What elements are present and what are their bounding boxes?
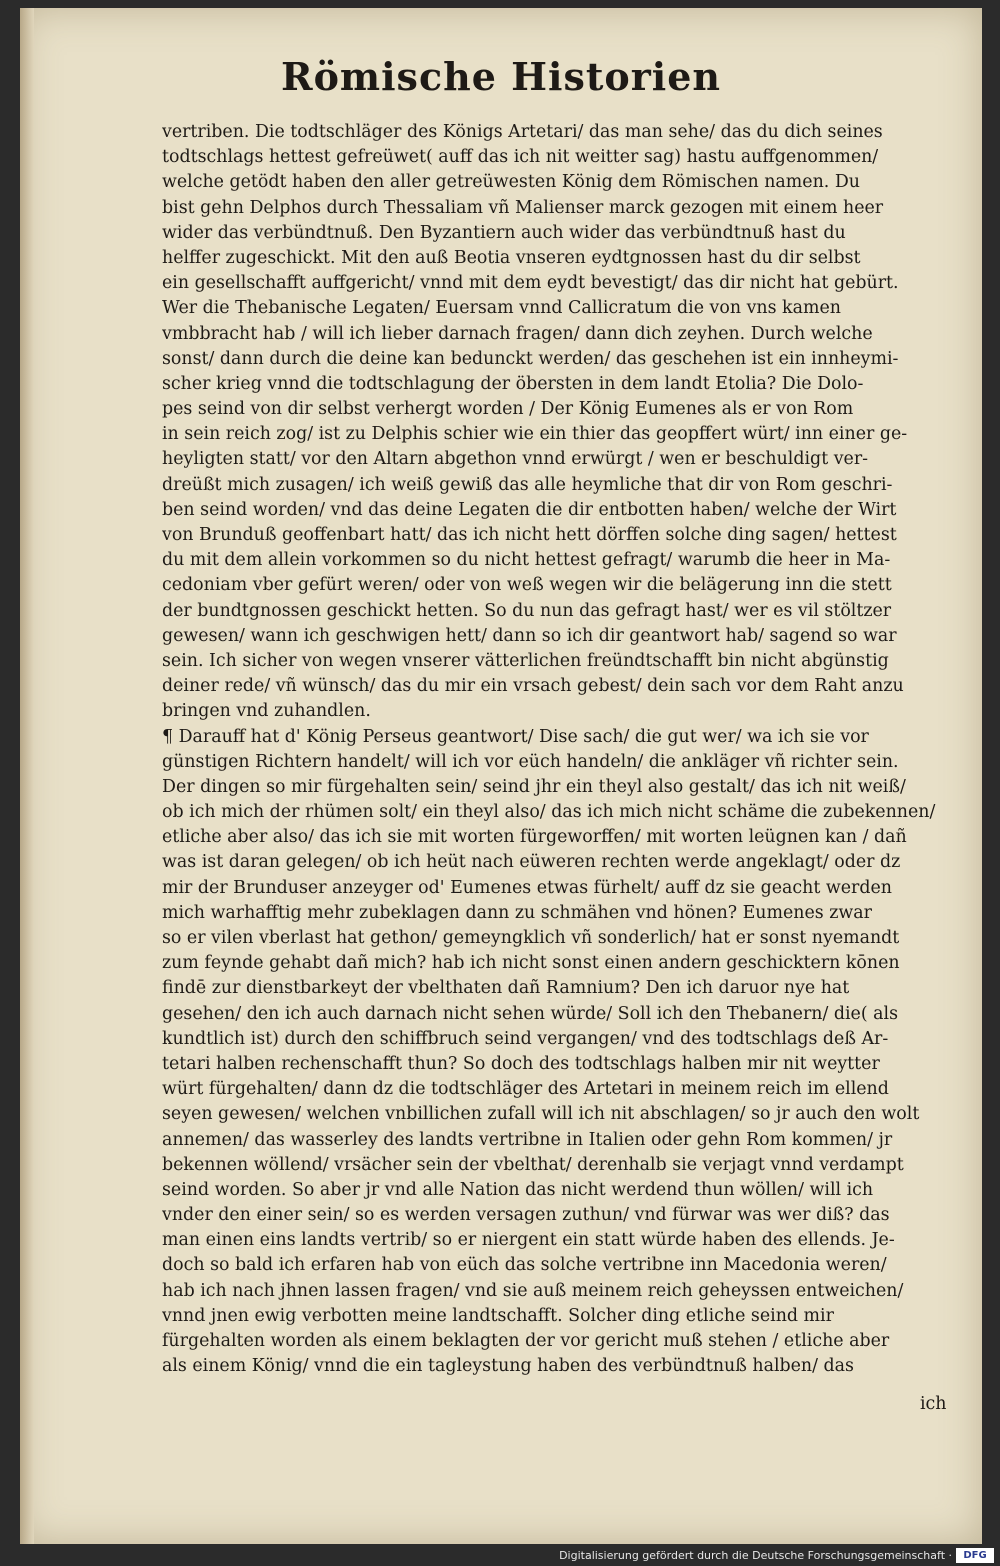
- text-line: seyen gewesen/ welchen vnbillichen zufall will ich nit abschlagen/ so jr auch den wolt: [162, 1104, 920, 1125]
- text-line: doch so bald ich erfaren hab von eüch das solche vertribne inn Macedonia weren/: [162, 1255, 887, 1276]
- text-line: du mit dem allein vorkommen so du nicht hettest gefragt/ warumb die heer in Ma-: [162, 550, 891, 571]
- text-line: gesehen/ den ich auch darnach nicht sehen würde/ Soll ich den Thebanern/ die( als: [162, 1003, 899, 1024]
- footer-credit: Digitalisierung gefördert durch die Deutsche Forschungsgemeinschaft ·: [559, 1549, 952, 1562]
- text-line: vnder den einer sein/ so es werden versagen zuthun/ vnd fürwar was wer diß? das: [162, 1205, 890, 1226]
- text-line: pes seind von dir selbst verhergt worden / Der König Eumenes als er von Rom: [162, 399, 854, 420]
- text-line: als einem König/ vnnd die ein tagleystung haben des verbündtnuß halben/ das: [162, 1356, 854, 1377]
- text-line: vnnd jnen ewig verbotten meine landtschafft. Solcher ding etliche seind mir: [162, 1305, 834, 1326]
- text-line: bekennen wöllend/ vrsächer sein der vbelthat/ derenhalb sie verjagt vnnd verdampt: [162, 1154, 904, 1175]
- text-line: deiner rede/ vñ wünsch/ das du mir ein vrsach gebest/ dein sach vor dem Raht anzu: [162, 676, 904, 697]
- text-line: heyligten statt/ vor den Altarn abgethon vnnd erwürgt / wen er beschuldigt ver-: [162, 449, 869, 470]
- footer-bar: [0, 1544, 1000, 1566]
- text-line: kundtlich ist) durch den schiffbruch seind vergangen/ vnd des todtschlags deß Ar-: [162, 1028, 889, 1049]
- text-line: zum feynde gehabt dañ mich? hab ich nicht sonst einen andern geschicktern kōnen: [162, 953, 900, 974]
- text-line: etliche aber also/ das ich sie mit worten fürgeworffen/ mit worten leügnen kan / dañ: [162, 827, 907, 848]
- text-line: sonst/ dann durch die deine kan bedunckt werden/ das geschehen ist ein innheymi-: [162, 348, 899, 369]
- text-line: der bundtgnossen geschickt hetten. So du nun das gefragt hast/ wer es vil stöltzer: [162, 600, 892, 621]
- body-text: [162, 120, 982, 1379]
- text-line: hab ich nach jhnen lassen fragen/ vnd sie auß meinem reich geheyssen entweichen/: [162, 1280, 904, 1301]
- text-line: man einen eins landts vertrib/ so er niergent ein statt würde haben des ellends. Je-: [162, 1230, 895, 1251]
- text-line: findē zur dienstbarkeyt der vbelthaten dañ Ramnium? Den ich daruor nye hat: [162, 978, 850, 999]
- text-line: helffer zugeschickt. Mit den auß Beotia vnseren eydtgnossen hast du dir selbst: [162, 247, 861, 268]
- text-line: vertriben. Die todtschläger des Königs Artetari/ das man sehe/ das du dich seines: [162, 122, 883, 142]
- book-page: [20, 8, 982, 1544]
- text-line: gewesen/ wann ich geschwigen hett/ dann so ich dir geantwort hab/ sagend so war: [162, 625, 897, 646]
- text-line: mir der Brunduser anzeyger od' Eumenes etwas fürhelt/ auff dz sie geacht werden: [162, 877, 892, 898]
- text-line: scher krieg vnnd die todtschlagung der öbersten in dem landt Etolia? Die Dolo-: [162, 373, 864, 394]
- text-line: vmbbracht hab / will ich lieber darnach fragen/ dann dich zeyhen. Durch welche: [162, 323, 873, 344]
- text-line: cedoniam vber gefürt weren/ oder von weß wegen wir die belägerung inn die stett: [162, 575, 892, 596]
- text-line: ben seind worden/ vnd das deine Legaten die dir entbotten haben/ welche der Wirt: [162, 499, 897, 520]
- text-line: fürgehalten worden als einem beklagten der vor gericht muß stehen / etliche aber: [162, 1331, 890, 1351]
- text-line: ¶ Darauff hat d' König Perseus geantwort/ Dise sach/ die gut wer/ wa ich sie vor: [162, 726, 869, 747]
- text-line: Der dingen so mir fürgehalten sein/ seind jhr ein theyl also gestalt/ das ich nit weiß/: [162, 776, 906, 797]
- text-line: todtschlags hettest gefreüwet( auff das ich nit weitter sag) hastu auffgenommen/: [162, 147, 879, 168]
- text-line: bist gehn Delphos durch Thessaliam vñ Malienser marck gezogen mit einem heer: [162, 197, 884, 218]
- text-line: ein gesellschafft auffgericht/ vnnd mit dem eydt bevestigt/ das dir nicht hat gebürt.: [162, 273, 899, 294]
- text-line: seind worden. So aber jr vnd alle Nation das nicht werdend thun wöllen/ will ich: [162, 1179, 874, 1200]
- dfg-logo-icon: DFG: [956, 1548, 994, 1563]
- text-line: sein. Ich sicher von wegen vnserer vätterlichen freündtschafft bin nicht abgünstig: [162, 650, 889, 671]
- text-line: was ist daran gelegen/ ob ich heüt nach eüweren rechten werde angeklagt/ oder dz: [162, 852, 901, 873]
- text-line: dreüßt mich zusagen/ ich weiß gewiß das alle heymliche that dir von Rom geschri-: [162, 474, 893, 495]
- text-line: tetari halben rechenschafft thun? So doch des todtschlags halben mir nit weytter: [162, 1053, 880, 1074]
- text-line: würt fürgehalten/ dann dz die todtschläger des Artetari in meinem reich im ellend: [162, 1079, 889, 1100]
- text-line: in sein reich zog/ ist zu Delphis schier wie ein thier das geopffert würt/ inn einer ge-: [162, 424, 908, 445]
- text-line: so er vilen vberlast hat gethon/ gemeyngklich vñ sonderlich/ hat er sonst nyemandt: [162, 928, 900, 948]
- text-line: welche getödt haben den aller getreüwesten König dem Römischen namen. Du: [162, 172, 860, 193]
- catchword: ich: [920, 1394, 947, 1414]
- text-line: bringen vnd zuhandlen.: [162, 701, 371, 722]
- text-line: wider das verbündtnuß. Den Byzantiern auch wider das verbündtnuß hast du: [162, 222, 846, 243]
- text-line: mich warhafftig mehr zubeklagen dann zu schmähen vnd hönen? Eumenes zwar: [162, 902, 872, 923]
- text-line: annemen/ das wasserley des landts vertribne in Italien oder gehn Rom kommen/ jr: [162, 1129, 893, 1150]
- text-line: ob ich mich der rhümen solt/ ein theyl also/ das ich mich nicht schäme die zubekennen/: [162, 802, 936, 823]
- text-line: günstigen Richtern handelt/ will ich vor eüch handeln/ die ankläger vñ richter sein.: [162, 751, 899, 772]
- running-header: Römische Historien: [280, 54, 722, 99]
- page-binding-edge: [20, 8, 34, 1544]
- text-line: von Brunduß geoffenbart hatt/ das ich nicht hett dörffen solche ding sagen/ hettest: [162, 525, 897, 545]
- text-line: Wer die Thebanische Legaten/ Euersam vnnd Callicratum die von vns kamen: [162, 298, 841, 319]
